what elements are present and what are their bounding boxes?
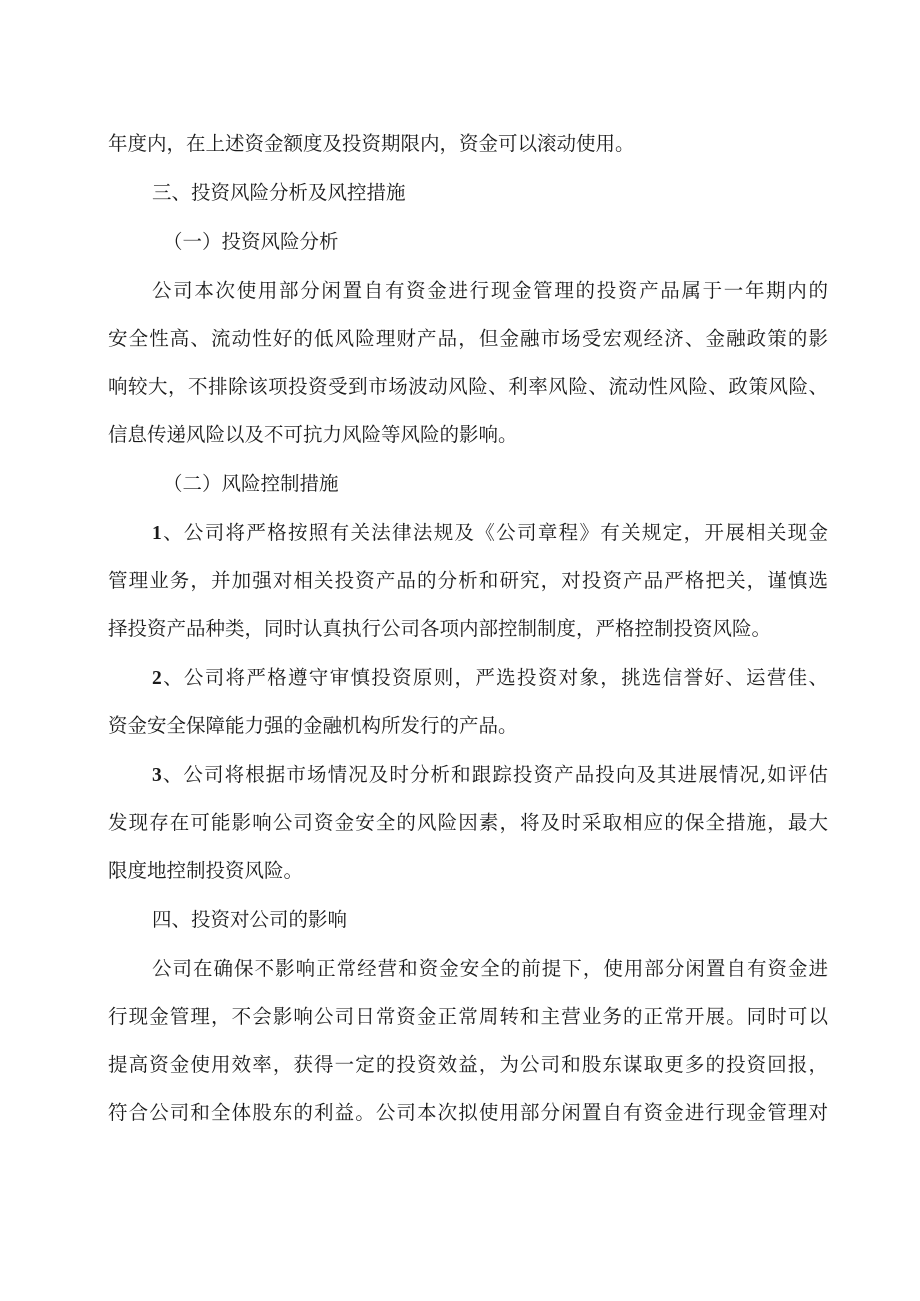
control-item-3-line-2: 发现存在可能影响公司资金安全的风险因素，将及时采取相应的保全措施，最大 — [108, 811, 828, 834]
risk-analysis-line-2: 安全性高、流动性好的低风险理财产品，但金融市场受宏观经济、金融政策的影 — [108, 327, 828, 350]
item-number: 3 — [152, 765, 162, 786]
risk-analysis-line-1: 公司本次使用部分闲置自有资金进行现金管理的投资产品属于一年期内的 — [152, 279, 828, 302]
control-item-2-line-1 — [152, 664, 828, 692]
item-text: 、公司将严格遵守审慎投资原则，严选投资对象，挑选信誉好、运营佳、 — [161, 666, 828, 689]
control-item-3-line-1 — [152, 761, 828, 789]
control-item-3-line-3: 限度地控制投资风险。 — [108, 859, 304, 882]
item-text: 、公司将严格按照有关法律法规及《公司章程》有关规定，开展相关现金 — [161, 521, 828, 544]
paragraph-continuation-line: 年度内，在上述资金额度及投资期限内，资金可以滚动使用。 — [108, 132, 635, 155]
control-item-1-line-1 — [152, 519, 828, 547]
section-heading-3: 三、投资风险分析及风控措施 — [152, 181, 406, 204]
control-item-1-line-3: 择投资产品种类，同时认真执行公司各项内部控制制度，严格控制投资风险。 — [108, 617, 772, 640]
control-item-1-line-2: 管理业务，并加强对相关投资产品的分析和研究，对投资产品严格把关，谨慎选 — [108, 569, 828, 592]
impact-line-3: 提高资金使用效率，获得一定的投资效益，为公司和股东谋取更多的投资回报， — [108, 1053, 828, 1076]
item-text: 、公司将根据市场情况及时分析和跟踪投资产品投向及其进展情况,如评估 — [161, 763, 828, 786]
subsection-heading-risk-analysis: （一）投资风险分析 — [163, 230, 339, 253]
impact-line-2: 行现金管理，不会影响公司日常资金正常周转和主营业务的正常开展。同时可以 — [108, 1005, 828, 1028]
item-number: 1 — [152, 523, 162, 544]
subsection-heading-risk-control: （二）风险控制措施 — [163, 472, 339, 495]
section-heading-4: 四、投资对公司的影响 — [152, 908, 348, 931]
impact-line-1: 公司在确保不影响正常经营和资金安全的前提下，使用部分闲置自有资金进 — [152, 957, 828, 980]
item-number: 2 — [152, 668, 162, 689]
risk-analysis-line-3: 响较大，不排除该项投资受到市场波动风险、利率风险、流动性风险、政策风险、 — [108, 375, 828, 398]
control-item-2-line-2: 资金安全保障能力强的金融机构所发行的产品。 — [108, 714, 518, 737]
risk-analysis-line-4: 信息传递风险以及不可抗力风险等风险的影响。 — [108, 423, 518, 446]
impact-line-4: 符合公司和全体股东的利益。公司本次拟使用部分闲置自有资金进行现金管理对 — [108, 1101, 828, 1124]
